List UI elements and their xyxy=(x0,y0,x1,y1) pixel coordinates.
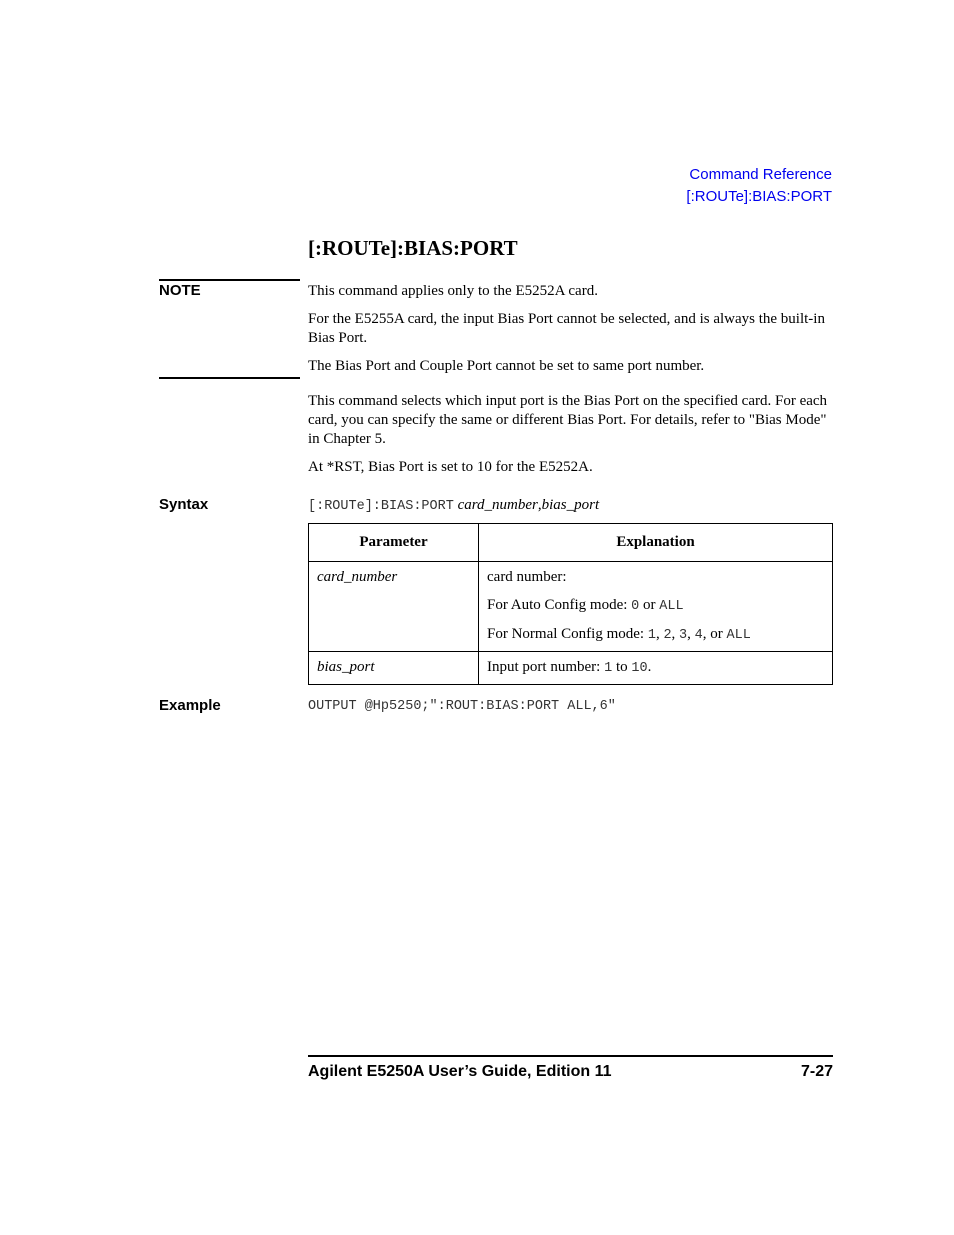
value-code: 3 xyxy=(679,628,688,643)
syntax-arg-card-number: card_number xyxy=(457,497,538,513)
running-header-command: [:ROUTe]:BIAS:PORT xyxy=(686,188,832,205)
param-bias-port: bias_port xyxy=(309,652,479,685)
running-header-section: Command Reference xyxy=(689,166,832,183)
value-code: 1 xyxy=(604,661,613,676)
note-paragraph-3: The Bias Port and Couple Port cannot be set to same port number. xyxy=(308,358,705,374)
explanation-line xyxy=(487,625,824,645)
value-code: 0 xyxy=(631,599,640,614)
note-paragraph-2: For the E5255A card, the input Bias Port cannot be selected, and is always the built-in Bias Port. xyxy=(308,311,825,346)
table-row xyxy=(309,562,833,652)
footer-title: Agilent E5250A User’s Guide, Edition 11 xyxy=(308,1063,612,1080)
value-code: 2 xyxy=(663,628,672,643)
table-header-parameter: Parameter xyxy=(309,524,479,562)
footer-rule xyxy=(308,1055,833,1057)
table-row xyxy=(309,652,833,685)
note-bottom-rule xyxy=(159,377,300,379)
explanation-text: , xyxy=(687,626,695,642)
syntax-arg-bias-port: bias_port xyxy=(541,497,600,513)
syntax-label: Syntax xyxy=(159,496,209,513)
page-number: 7-27 xyxy=(800,1063,833,1080)
explanation-text: , xyxy=(655,626,664,642)
value-code: ALL xyxy=(726,628,751,643)
table-header-row xyxy=(309,524,833,562)
explanation-text: to xyxy=(612,659,632,675)
note-top-rule xyxy=(159,279,300,281)
explanation-bias-port xyxy=(479,652,833,685)
explanation-text: , xyxy=(671,626,680,642)
explanation-text: , or xyxy=(702,626,727,642)
syntax-command: [:ROUTe]:BIAS:PORT xyxy=(308,499,454,514)
syntax-separator: , xyxy=(537,497,542,513)
footer xyxy=(308,1063,833,1081)
explanation-text: For Normal Config mode: xyxy=(487,626,648,642)
explanation-text: . xyxy=(647,659,652,675)
table-header-explanation: Explanation xyxy=(479,524,833,562)
parameter-table xyxy=(308,523,833,685)
example-code: OUTPUT @Hp5250;":ROUT:BIAS:PORT ALL,6" xyxy=(308,699,616,714)
explanation-text: Input port number: xyxy=(487,659,605,675)
value-code: 4 xyxy=(694,628,703,643)
explanation-card-number xyxy=(479,562,833,652)
value-code: ALL xyxy=(659,599,684,614)
value-code: 1 xyxy=(647,628,656,643)
page-title: [:ROUTe]:BIAS:PORT xyxy=(308,236,518,260)
explanation-line: card number: xyxy=(487,569,567,585)
body-paragraph-1: This command selects which input port is the Bias Port on the specified card. For each card, you can specify the same or different Bias Port. For details, refer to "Bias Mode" in Chapter 5. xyxy=(308,393,828,447)
explanation-text: or xyxy=(639,597,660,613)
value-code: 10 xyxy=(631,661,648,676)
note-paragraph-1: This command applies only to the E5252A card. xyxy=(308,283,598,299)
param-card-number: card_number xyxy=(309,562,479,652)
explanation-line xyxy=(487,596,824,616)
syntax-line xyxy=(308,496,834,516)
example-label: Example xyxy=(159,697,221,714)
explanation-text: For Auto Config mode: xyxy=(487,597,632,613)
body-paragraph-2: At *RST, Bias Port is set to 10 for the E5252A. xyxy=(308,459,593,475)
note-label: NOTE xyxy=(159,282,201,299)
